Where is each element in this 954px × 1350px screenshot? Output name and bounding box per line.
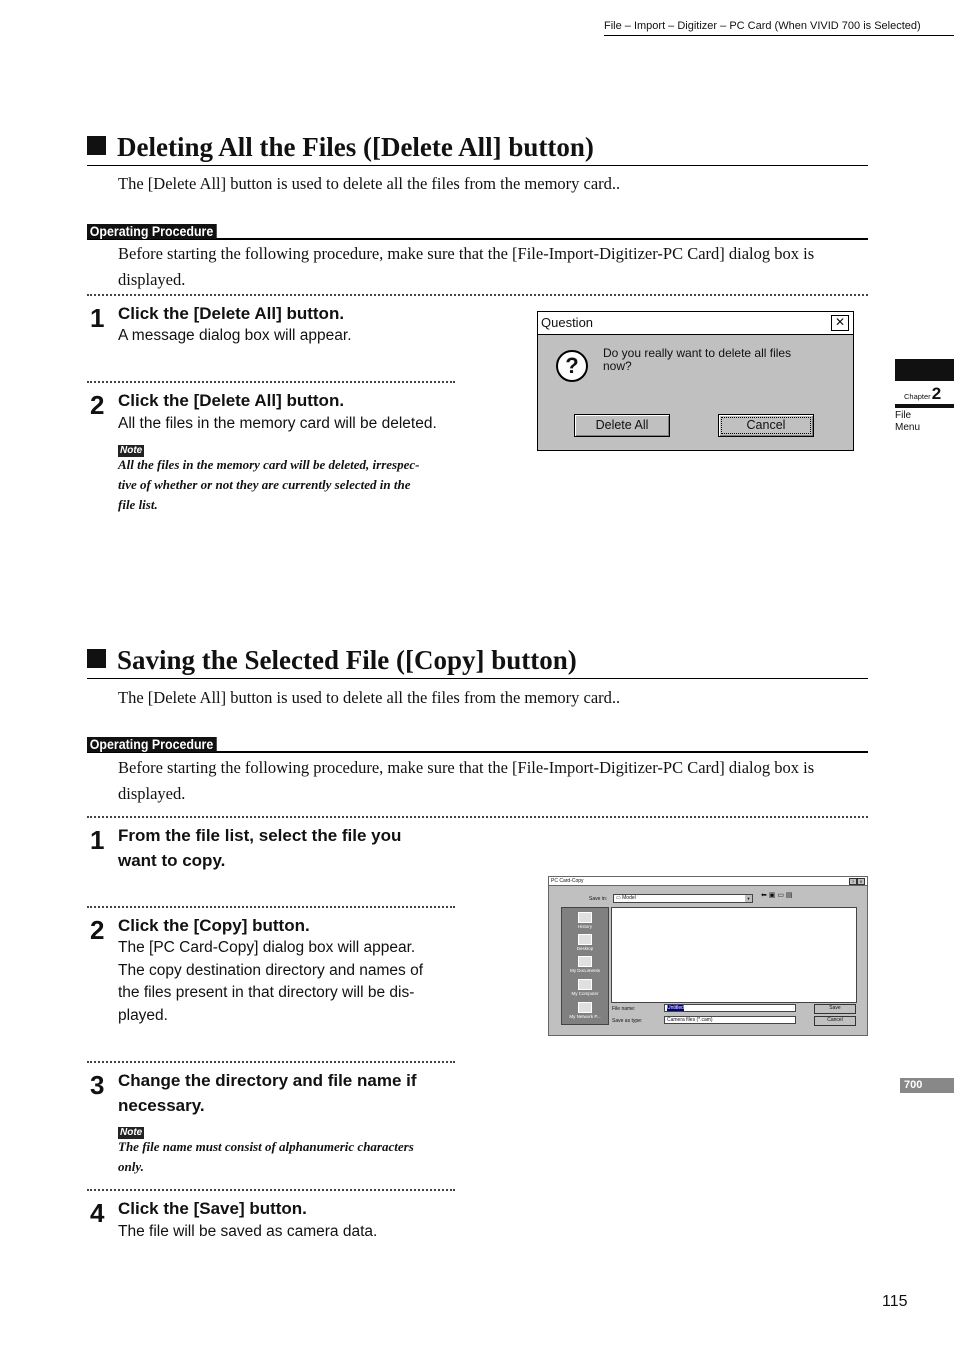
chevron-down-icon: ▼ [746, 896, 751, 901]
save-as-type-label: Save as type: [612, 1018, 643, 1024]
cancel-button[interactable]: Cancel [814, 1016, 856, 1026]
place-my-documents[interactable]: My Documents [562, 956, 608, 973]
model-badge: 700 [900, 1078, 954, 1093]
procedure-intro-line: displayed. [118, 784, 186, 803]
chapter-number: 2 [931, 384, 942, 403]
page-number: 115 [882, 1293, 908, 1310]
folder-icon: ▭ [616, 895, 623, 901]
save-in-select[interactable] [613, 894, 753, 903]
procedure-intro [118, 755, 868, 807]
computer-icon [578, 979, 592, 990]
note-line: The file name must consist of alphanumeric characters [118, 1139, 414, 1154]
place-desktop[interactable]: Desktop [562, 934, 608, 951]
save-in-label: Save in: [589, 896, 608, 902]
note-label: Note [120, 1127, 143, 1138]
chapter-menu-line: File [895, 410, 912, 421]
step-heading: Click the [Delete All] button. [118, 391, 345, 410]
dotted-divider [87, 816, 868, 818]
question-dialog [537, 311, 854, 451]
places-bar [561, 907, 609, 1025]
section-title [87, 132, 868, 166]
dotted-divider [87, 381, 455, 383]
running-head: File – Import – Digitizer – PC Card (When VIVID 700 is Selected) [604, 20, 954, 36]
section-title [87, 645, 868, 679]
step-number: 2 [90, 915, 104, 945]
dialog-title: PC Card-Copy [551, 878, 584, 884]
dialog-title: Question [541, 315, 594, 330]
dotted-divider [87, 1189, 455, 1191]
chapter-menu-label [895, 410, 920, 434]
save-as-type-value: Camera files (*.cam) [667, 1017, 713, 1023]
section-square-icon [87, 136, 106, 155]
operating-procedure-label [87, 223, 868, 240]
note-line: All the files in the memory card will be deleted, irrespec- [118, 457, 420, 472]
section-title-text: Deleting All the Files ([Delete All] button) [117, 132, 594, 162]
step-number: 3 [90, 1070, 104, 1100]
note-line: only. [118, 1159, 144, 1174]
step-body-line: played. [118, 1006, 168, 1024]
step-number: 1 [90, 303, 104, 333]
step-body-line: The copy destination directory and names of [118, 961, 424, 979]
operating-procedure-tag: Operating Procedure [87, 737, 217, 752]
dotted-divider [87, 294, 868, 296]
dialog-message [603, 347, 791, 373]
chapter-menu-line: Menu [895, 422, 921, 433]
close-icon[interactable]: ✕ [857, 878, 865, 885]
chapter-label: Chapter [904, 392, 931, 401]
dialog-message-line: now? [603, 359, 632, 373]
delete-all-button[interactable]: Delete All [574, 414, 670, 437]
step-number: 4 [90, 1198, 104, 1228]
section-title-text: Saving the Selected File ([Copy] button) [117, 645, 577, 675]
operating-procedure-label [87, 736, 868, 753]
folder-icon [578, 956, 592, 967]
step-heading: Click the [Save] button. [118, 1199, 307, 1218]
section-intro: The [Delete All] button is used to delete all the files from the memory card.. [118, 174, 621, 193]
chapter-tab-line [895, 404, 954, 408]
step-body-line: the files present in that directory will be dis- [118, 984, 415, 1001]
history-icon [578, 912, 592, 923]
save-as-type-select[interactable] [664, 1016, 796, 1024]
cancel-button[interactable]: Cancel [718, 414, 814, 437]
step-body: The file will be saved as camera data. [118, 1223, 378, 1240]
save-button[interactable]: Save [814, 1004, 856, 1014]
procedure-intro-line: displayed. [118, 270, 186, 289]
dialog-message-line: Do you really want to delete all files [603, 346, 792, 360]
step-heading-line: Change the directory and file name if [118, 1071, 417, 1090]
procedure-intro-line: Before starting the following procedure, make sure that the [File-Import-Digitizer-PC Card] dialog box is [118, 758, 815, 777]
help-icon[interactable]: ? [849, 878, 857, 885]
step-body [118, 937, 423, 1027]
question-icon: ? [556, 350, 588, 382]
network-icon [578, 1002, 592, 1013]
operating-procedure-tag: Operating Procedure [87, 224, 217, 239]
procedure-intro-line: Before starting the following procedure, make sure that the [File-Import-Digitizer-PC Card] dialog box is [118, 244, 815, 263]
desktop-icon [578, 934, 592, 945]
note-text [118, 1137, 463, 1177]
close-icon[interactable]: ✕ [831, 315, 849, 331]
chapter-marker [904, 384, 941, 404]
pc-card-copy-dialog [548, 876, 868, 1036]
section-square-icon [87, 649, 106, 668]
dialog-title-bar [549, 877, 867, 886]
step-number: 1 [90, 825, 104, 855]
file-name-value: Untitled [667, 1005, 684, 1011]
file-name-field[interactable] [664, 1004, 796, 1012]
section-intro: The [Delete All] button is used to delete all the files from the memory card.. [118, 688, 621, 707]
step-heading-line: From the file list, select the file you [118, 826, 402, 845]
step-body: A message dialog box will appear. [118, 327, 352, 344]
step-heading: Click the [Delete All] button. [118, 304, 345, 323]
place-my-computer[interactable]: My Computer [562, 979, 608, 996]
step-number: 2 [90, 390, 104, 420]
place-history[interactable]: History [562, 912, 608, 929]
dotted-divider [87, 1061, 455, 1063]
chapter-tab-bar [895, 359, 954, 381]
step-heading-line: want to copy. [118, 851, 226, 870]
save-in-value: Model [622, 895, 636, 901]
procedure-intro [118, 241, 868, 293]
step-body-line: The [PC Card-Copy] dialog box will appear. [118, 939, 416, 956]
toolbar-icons[interactable]: ⬅ ▣ ▭ ▤ [761, 892, 793, 899]
file-list[interactable] [611, 907, 857, 1003]
step-heading [118, 1068, 417, 1118]
dotted-divider [87, 906, 455, 908]
file-name-label: File name: [612, 1006, 636, 1012]
step-heading-line: necessary. [118, 1096, 205, 1115]
note-text [118, 455, 463, 515]
note-label: Note [120, 445, 143, 456]
dialog-title-bar [538, 312, 853, 335]
note-line: tive of whether or not they are currently selected in the [118, 477, 411, 492]
step-heading: Click the [Copy] button. [118, 916, 310, 935]
place-my-network[interactable]: My Network P... [562, 1002, 608, 1019]
step-body: All the files in the memory card will be deleted. [118, 415, 437, 432]
note-line: file list. [118, 497, 158, 512]
step-heading [118, 823, 401, 873]
